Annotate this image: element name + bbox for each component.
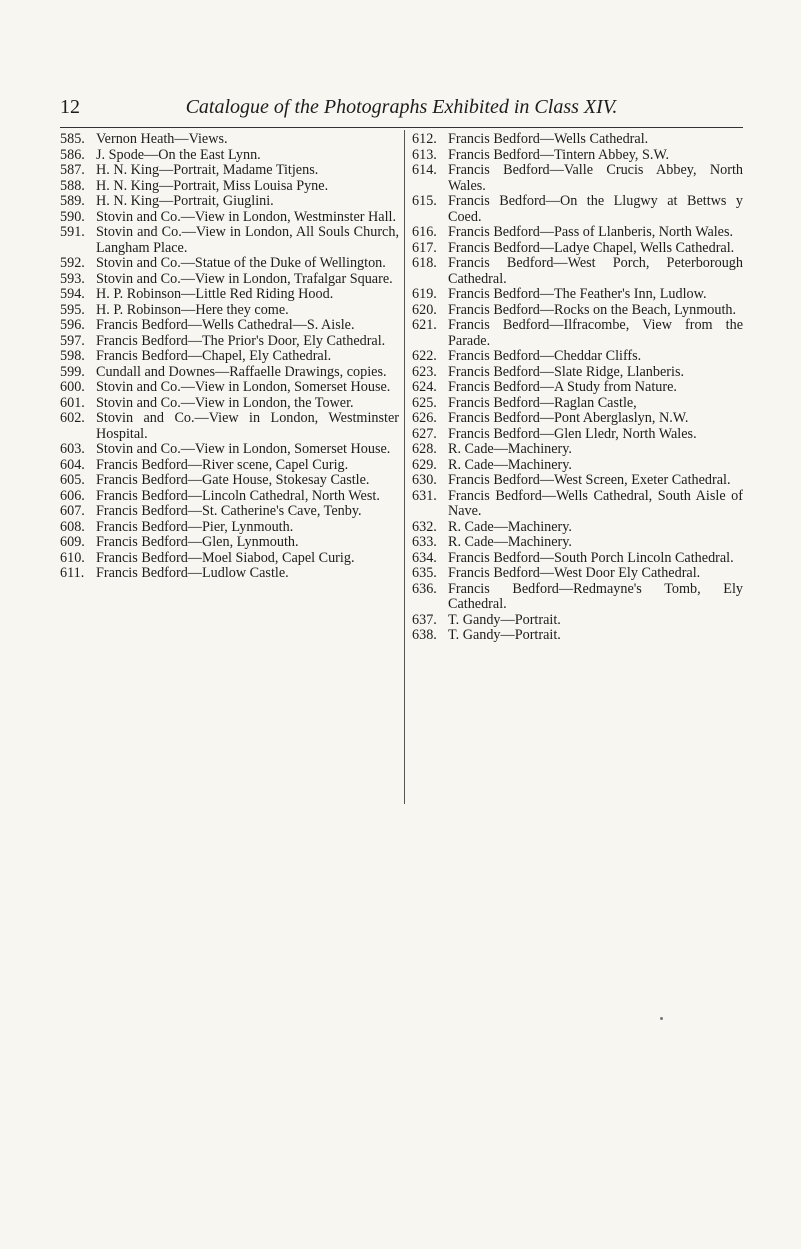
entry-number: 592. bbox=[60, 255, 85, 271]
entry-number: 622. bbox=[412, 348, 437, 364]
entry-number: 597. bbox=[60, 332, 85, 349]
catalogue-entry bbox=[412, 132, 743, 148]
entry-number: 605. bbox=[60, 472, 85, 488]
catalogue-entry bbox=[412, 582, 743, 613]
entry-text: Francis Bedford—Tintern Abbey, S.W. bbox=[448, 146, 670, 163]
entry-text: Francis Bedford—West Door Ely Cathedral. bbox=[448, 565, 701, 581]
catalogue-entry bbox=[412, 566, 743, 582]
entry-text: Francis Bedford—The Feather's Inn, Ludlow. bbox=[448, 286, 707, 302]
entry-text: Francis Bedford—Redmayne's Tomb, Ely Cathedral. bbox=[448, 580, 743, 612]
entry-number: 625. bbox=[412, 394, 437, 411]
catalogue-entry bbox=[412, 411, 743, 427]
entry-number: 628. bbox=[412, 441, 437, 457]
entry-number: 610. bbox=[60, 549, 85, 566]
entry-text: Francis Bedford—Chapel, Ely Cathedral. bbox=[96, 348, 332, 364]
entry-text: Francis Bedford—Wells Cathedral—S. Aisle. bbox=[96, 317, 355, 333]
catalogue-entry bbox=[412, 613, 743, 629]
entry-number: 632. bbox=[412, 518, 437, 535]
entry-text: Francis Bedford—Ilfracombe, View from the Parade. bbox=[448, 317, 743, 349]
entry-number: 621. bbox=[412, 317, 437, 333]
entry-text: Francis Bedford—Raglan Castle, bbox=[448, 394, 637, 411]
entry-text: Stovin and Co.—Statue of the Duke of Wellington. bbox=[96, 255, 386, 271]
entry-text: Francis Bedford—Slate Ridge, Llanberis. bbox=[448, 363, 685, 380]
catalogue-entry bbox=[60, 318, 399, 334]
catalogue-entry bbox=[60, 458, 399, 474]
catalogue-entry bbox=[60, 287, 399, 303]
entry-number: 604. bbox=[60, 456, 85, 473]
entry-number: 602. bbox=[60, 410, 85, 426]
catalogue-entry bbox=[60, 535, 399, 551]
entry-number: 608. bbox=[60, 518, 85, 535]
catalogue-entry bbox=[412, 303, 743, 319]
entry-text: T. Gandy—Portrait. bbox=[448, 611, 561, 628]
catalogue-entry bbox=[60, 551, 399, 567]
entry-text: Francis Bedford—Glen, Lynmouth. bbox=[96, 534, 299, 550]
entry-text: H. P. Robinson—Little Red Riding Hood. bbox=[96, 286, 334, 302]
catalogue-entry bbox=[60, 194, 399, 210]
entry-text: Francis Bedford—Moel Siabod, Capel Curig. bbox=[96, 549, 355, 566]
entry-number: 594. bbox=[60, 286, 85, 302]
entry-text: Stovin and Co.—View in London, Westminster Hall. bbox=[96, 208, 396, 225]
catalogue-entry bbox=[412, 427, 743, 443]
catalogue-entry bbox=[60, 132, 399, 148]
catalogue-entry bbox=[60, 442, 399, 458]
entry-text: H. N. King—Portrait, Miss Louisa Pyne. bbox=[96, 177, 329, 194]
entry-number: 618. bbox=[412, 255, 437, 271]
entry-number: 613. bbox=[412, 146, 437, 163]
entry-number: 601. bbox=[60, 394, 85, 411]
catalogue-entry bbox=[412, 520, 743, 536]
entry-number: 620. bbox=[412, 301, 437, 318]
catalogue-entry bbox=[60, 520, 399, 536]
catalogue-entry bbox=[60, 272, 399, 288]
catalogue-entry bbox=[412, 287, 743, 303]
catalogue-entry bbox=[412, 225, 743, 241]
entry-text: H. N. King—Portrait, Giuglini. bbox=[96, 193, 274, 209]
catalogue-entry bbox=[60, 380, 399, 396]
entry-number: 635. bbox=[412, 565, 437, 581]
entry-number: 600. bbox=[60, 379, 85, 395]
entry-number: 590. bbox=[60, 208, 85, 225]
entry-text: Francis Bedford—Cheddar Cliffs. bbox=[448, 348, 642, 364]
catalogue-entry bbox=[412, 489, 743, 520]
entry-number: 607. bbox=[60, 503, 85, 519]
catalogue-entry bbox=[60, 411, 399, 442]
entry-text: Francis Bedford—River scene, Capel Curig. bbox=[96, 456, 349, 473]
entry-number: 637. bbox=[412, 611, 437, 628]
catalogue-entry bbox=[60, 256, 399, 272]
entry-number: 585. bbox=[60, 131, 85, 147]
entry-number: 630. bbox=[412, 472, 437, 488]
entry-number: 593. bbox=[60, 270, 85, 287]
entry-number: 615. bbox=[412, 193, 437, 209]
catalogue-entry bbox=[60, 365, 399, 381]
entry-number: 624. bbox=[412, 379, 437, 395]
catalogue-entry bbox=[60, 148, 399, 164]
entry-text: T. Gandy—Portrait. bbox=[448, 627, 561, 643]
catalogue-entry bbox=[412, 365, 743, 381]
entry-text: Francis Bedford—Wells Cathedral. bbox=[448, 131, 649, 147]
entry-number: 617. bbox=[412, 239, 437, 256]
catalogue-entry bbox=[412, 396, 743, 412]
entry-text: Francis Bedford—Gate House, Stokesay Castle. bbox=[96, 472, 370, 488]
catalogue-entry bbox=[60, 504, 399, 520]
entry-number: 636. bbox=[412, 580, 437, 597]
entry-text: Francis Bedford—Wells Cathedral, South Aisle of Nave. bbox=[448, 487, 743, 519]
header-rule bbox=[60, 127, 743, 128]
entry-text: Francis Bedford—South Porch Lincoln Cathedral. bbox=[448, 549, 734, 566]
entry-text: Cundall and Downes—Raffaelle Drawings, copies. bbox=[96, 363, 387, 380]
entry-number: 598. bbox=[60, 348, 85, 364]
entry-number: 612. bbox=[412, 131, 437, 147]
entry-number: 606. bbox=[60, 487, 85, 504]
entry-number: 619. bbox=[412, 286, 437, 302]
entry-text: Francis Bedford—The Prior's Door, Ely Cathedral. bbox=[96, 332, 386, 349]
catalogue-entry bbox=[412, 318, 743, 349]
catalogue-entry bbox=[412, 241, 743, 257]
entry-text: Francis Bedford—A Study from Nature. bbox=[448, 379, 677, 395]
entry-number: 633. bbox=[412, 534, 437, 550]
catalogue-entry bbox=[60, 566, 399, 582]
entry-number: 609. bbox=[60, 534, 85, 550]
entry-number: 614. bbox=[412, 162, 437, 178]
catalogue-entry bbox=[412, 628, 743, 644]
entry-number: 634. bbox=[412, 549, 437, 566]
entry-number: 586. bbox=[60, 146, 85, 163]
catalogue-entry bbox=[412, 551, 743, 567]
entry-text: Stovin and Co.—View in London, the Tower. bbox=[96, 394, 354, 411]
entry-text: H. P. Robinson—Here they come. bbox=[96, 301, 289, 318]
catalogue-entry bbox=[412, 163, 743, 194]
entry-number: 626. bbox=[412, 410, 437, 426]
catalogue-entry bbox=[60, 210, 399, 226]
paper-speck bbox=[660, 1017, 663, 1020]
catalogue-entry bbox=[60, 334, 399, 350]
catalogue-entry bbox=[60, 179, 399, 195]
entry-text: J. Spode—On the East Lynn. bbox=[96, 146, 261, 163]
entry-text: Stovin and Co.—View in London, Somerset House. bbox=[96, 441, 391, 457]
catalogue-entry bbox=[412, 473, 743, 489]
left-column bbox=[60, 132, 399, 582]
entry-text: Stovin and Co.—View in London, Westminster Hospital. bbox=[96, 410, 399, 442]
entry-number: 629. bbox=[412, 456, 437, 473]
catalogue-entry bbox=[412, 458, 743, 474]
running-title: Catalogue of the Photographs Exhibited in Class XIV. bbox=[185, 96, 618, 118]
entry-number: 603. bbox=[60, 441, 85, 457]
entry-number: 589. bbox=[60, 193, 85, 209]
entry-number: 587. bbox=[60, 162, 85, 178]
catalogue-entry bbox=[412, 194, 743, 225]
entry-text: Francis Bedford—Ludlow Castle. bbox=[96, 565, 289, 581]
entry-text: Francis Bedford—On the Llugwy at Bettws y Coed. bbox=[448, 193, 743, 225]
catalogue-entry bbox=[412, 535, 743, 551]
catalogue-entry bbox=[60, 473, 399, 489]
catalogue-entry bbox=[412, 148, 743, 164]
entry-text: Francis Bedford—Glen Lledr, North Wales. bbox=[448, 425, 697, 442]
catalogue-entry bbox=[412, 349, 743, 365]
entry-text: Stovin and Co.—View in London, All Souls Church, Langham Place. bbox=[96, 224, 399, 256]
page-number: 12 bbox=[60, 96, 80, 118]
entry-text: R. Cade—Machinery. bbox=[448, 534, 572, 550]
entry-number: 638. bbox=[412, 627, 437, 643]
catalogue-entry bbox=[412, 256, 743, 287]
entry-text: R. Cade—Machinery. bbox=[448, 518, 572, 535]
entry-number: 599. bbox=[60, 363, 85, 380]
catalogue-entry bbox=[60, 163, 399, 179]
entry-number: 611. bbox=[60, 565, 85, 581]
catalogue-entry bbox=[412, 380, 743, 396]
entry-number: 588. bbox=[60, 177, 85, 194]
entry-text: Francis Bedford—Pont Aberglaslyn, N.W. bbox=[448, 410, 689, 426]
entry-number: 595. bbox=[60, 301, 85, 318]
entry-text: Francis Bedford—Valle Crucis Abbey, North Wales. bbox=[448, 162, 743, 194]
entry-number: 627. bbox=[412, 425, 437, 442]
entry-text: Francis Bedford—Pass of Llanberis, North Wales. bbox=[448, 224, 734, 240]
entry-text: Francis Bedford—Pier, Lynmouth. bbox=[96, 518, 294, 535]
entry-text: H. N. King—Portrait, Madame Titjens. bbox=[96, 162, 319, 178]
entry-text: Francis Bedford—St. Catherine's Cave, Tenby. bbox=[96, 503, 362, 519]
column-divider bbox=[404, 130, 405, 804]
entry-text: Francis Bedford—Lincoln Cathedral, North West. bbox=[96, 487, 380, 504]
entry-text: R. Cade—Machinery. bbox=[448, 456, 572, 473]
catalogue-entry bbox=[60, 349, 399, 365]
entry-text: Francis Bedford—Rocks on the Beach, Lynmouth. bbox=[448, 301, 737, 318]
right-column bbox=[412, 132, 743, 644]
entry-text: Francis Bedford—West Screen, Exeter Cathedral. bbox=[448, 472, 731, 488]
entry-text: Francis Bedford—Ladye Chapel, Wells Cathedral. bbox=[448, 239, 735, 256]
entry-text: R. Cade—Machinery. bbox=[448, 441, 572, 457]
catalogue-entry bbox=[60, 396, 399, 412]
catalogue-entry bbox=[412, 442, 743, 458]
catalogue-entry bbox=[60, 303, 399, 319]
catalogue-entry bbox=[60, 489, 399, 505]
entry-number: 596. bbox=[60, 317, 85, 333]
entry-text: Vernon Heath—Views. bbox=[96, 131, 228, 147]
entry-number: 616. bbox=[412, 224, 437, 240]
catalogue-entry bbox=[60, 225, 399, 256]
entry-number: 591. bbox=[60, 224, 85, 240]
entry-text: Francis Bedford—West Porch, Peterborough Cathedral. bbox=[448, 255, 743, 287]
entry-number: 623. bbox=[412, 363, 437, 380]
entry-text: Stovin and Co.—View in London, Somerset House. bbox=[96, 379, 391, 395]
entry-text: Stovin and Co.—View in London, Trafalgar Square. bbox=[96, 270, 393, 287]
entry-number: 631. bbox=[412, 487, 437, 504]
